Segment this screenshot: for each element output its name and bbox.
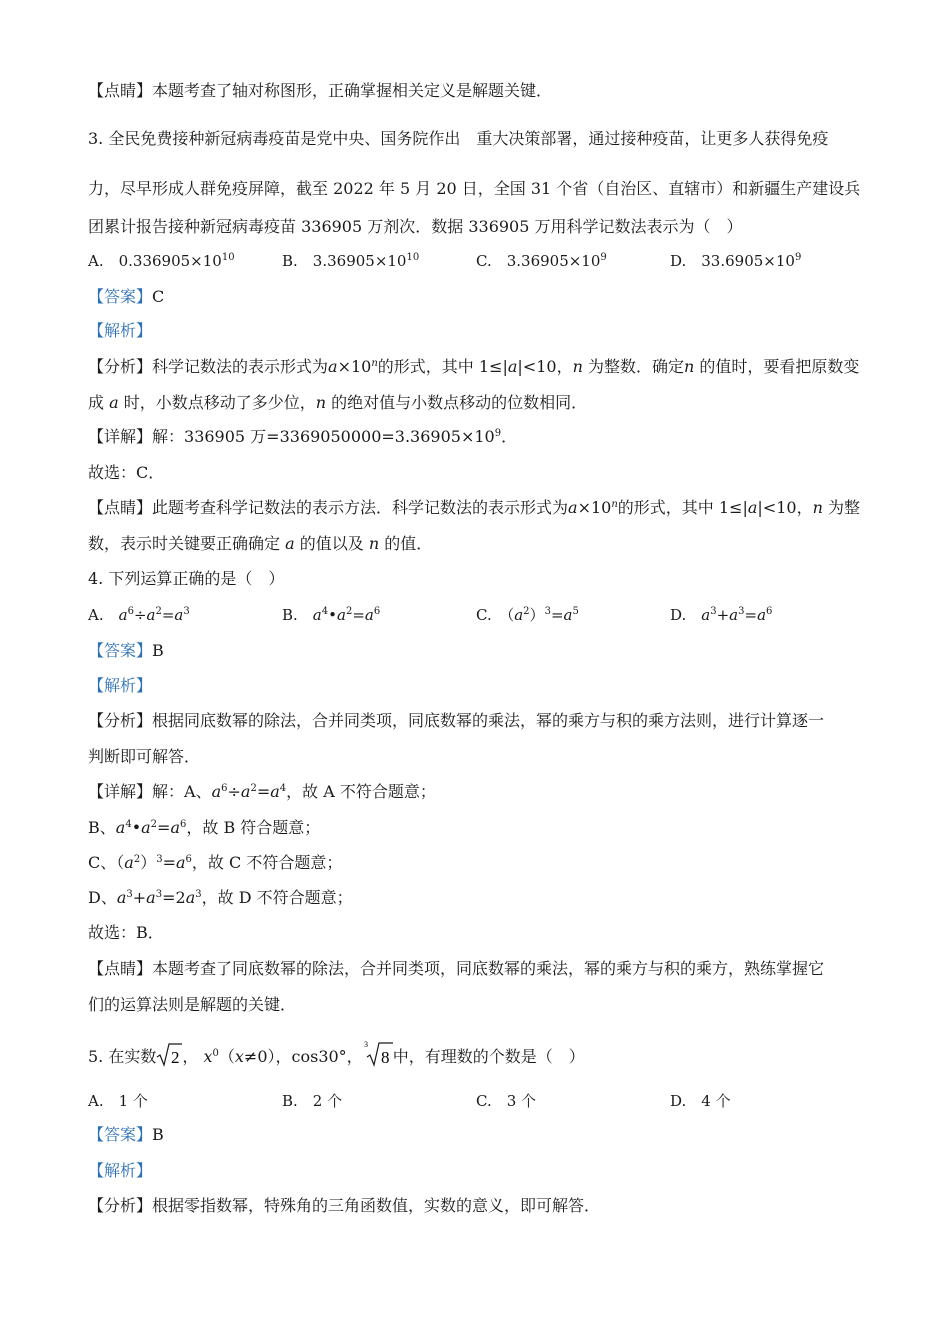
q4-option-c: C. $(a^2)^3=a^5$ — [476, 606, 579, 624]
dianjing-label: 【点睛】 — [88, 81, 153, 100]
q3-option-b: B. $3.36905\times 10^{10}$ — [282, 252, 420, 270]
svg-text:3: 3 — [363, 1040, 368, 1049]
q3-jiexi-label: 【解析】 — [88, 321, 153, 340]
q3-fenxi-line1: 【分析】科学记数法的表示形式为$a\times 10^n$的形式，其中 1≤|a|<10，n 为整数．确定n 的值时，要看把原数变 — [88, 357, 860, 376]
q3-guxuan: 故选：C． — [88, 463, 165, 482]
answer-label: 【答案】 — [88, 287, 153, 306]
q3-option-a: A. $0.336905\times 10^{10}$ — [88, 252, 235, 270]
q5-answer: 【答案】B — [88, 1125, 164, 1144]
q4-option-d: D. $a^3+a^3=a^6$ — [670, 606, 773, 624]
q4-xiangjie-a: 【详解】解：A、$a^6\div a^2=a^4$，故 A 不符合题意； — [88, 782, 436, 801]
q3-fenxi-line2: 成 a 时，小数点移动了多少位，n 的绝对值与小数点移动的位数相同． — [88, 393, 588, 412]
q4-option-a: A. $a^6\div a^2=a^3$ — [88, 606, 190, 624]
q5-option-b: B. 2 个 — [282, 1092, 343, 1110]
q4-guxuan: 故选：B． — [88, 923, 164, 942]
q5-stem: 5. 在实数 2 ， $x^0(x\ne 0)$，cos30°， 3 8 中，有理数的个数是（ ） — [88, 1040, 585, 1067]
q3-option-d: D. $33.6905\times 10^9$ — [670, 252, 802, 270]
cube-root-eight — [363, 1040, 393, 1068]
q4-dianjing-line1: 【点睛】本题考查了同底数幂的除法，合并同类项，同底数幂的乘法，幂的乘方与积的乘方，熟练掌握它 — [88, 959, 825, 978]
q4-fenxi-line2: 判断即可解答． — [88, 747, 201, 766]
q4-stem: 4. 下列运算正确的是（ ） — [88, 569, 285, 588]
q5-option-c: C. 3 个 — [476, 1092, 537, 1110]
q4-dianjing-line2: 们的运算法则是解题的关键． — [88, 995, 297, 1014]
q3-stem-line2: 力，尽早形成人群免疫屏障，截至 2022 年 5 月 20 日，全国 31 个省（自治区、直辖市）和新疆生产建设兵 — [88, 179, 861, 198]
q3-dianjing-line1: 【点睛】此题考查科学记数法的表示方法．科学记数法的表示形式为$a\times 10^n$的形式，其中 1≤|a|<10，n 为整 — [88, 498, 861, 517]
q4-xiangjie-b: B、$a^4•a^2=a^6$，故 B 符合题意； — [88, 818, 321, 837]
q5-option-d: D. 4 个 — [670, 1092, 731, 1110]
svg-text:2: 2 — [171, 1048, 180, 1067]
q5-jiexi-label: 【解析】 — [88, 1161, 153, 1180]
q3-answer: 【答案】C — [88, 287, 165, 306]
q3-option-c: C. $3.36905\times 10^9$ — [476, 252, 607, 270]
q4-option-b: B. $a^4•a^2=a^6$ — [282, 606, 381, 624]
q3-stem-line3: 团累计报告接种新冠病毒疫苗 336905 万剂次．数据 336905 万用科学记数法表示为（ ） — [88, 217, 743, 236]
q4-answer: 【答案】B — [88, 641, 164, 660]
q4-jiexi-label: 【解析】 — [88, 676, 153, 695]
q4-xiangjie-c: C、$(a^2)^3=a^6$，故 C 不符合题意； — [88, 853, 343, 872]
q4-xiangjie-d: D、$a^3+a^3=2a^3$，故 D 不符合题意； — [88, 888, 353, 907]
sqrt-two — [156, 1042, 182, 1068]
q3-xiangjie: 【详解】解：336905 万$=3369050000=3.36905\times 10^9$． — [88, 427, 518, 446]
q5-fenxi: 【分析】根据零指数幂，特殊角的三角函数值，实数的意义，即可解答． — [88, 1196, 601, 1215]
q5-option-a: A. 1 个 — [88, 1092, 148, 1110]
q2-dianjing: 【点睛】本题考查了轴对称图形，正确掌握相关定义是解题关键． — [88, 81, 553, 100]
q3-stem-line1: 3. 全民免费接种新冠病毒疫苗是党中央、国务院作出 重大决策部署，通过接种疫苗，让更多人获得免疫 — [88, 129, 829, 148]
q4-fenxi-line1: 【分析】根据同底数幂的除法，合并同类项，同底数幂的乘法，幂的乘方与积的乘方法则，进行计算逐一 — [88, 711, 825, 730]
svg-text:8: 8 — [380, 1048, 390, 1067]
q3-dianjing-line2: 数，表示时关键要正确确定 a 的值以及 n 的值． — [88, 534, 433, 553]
